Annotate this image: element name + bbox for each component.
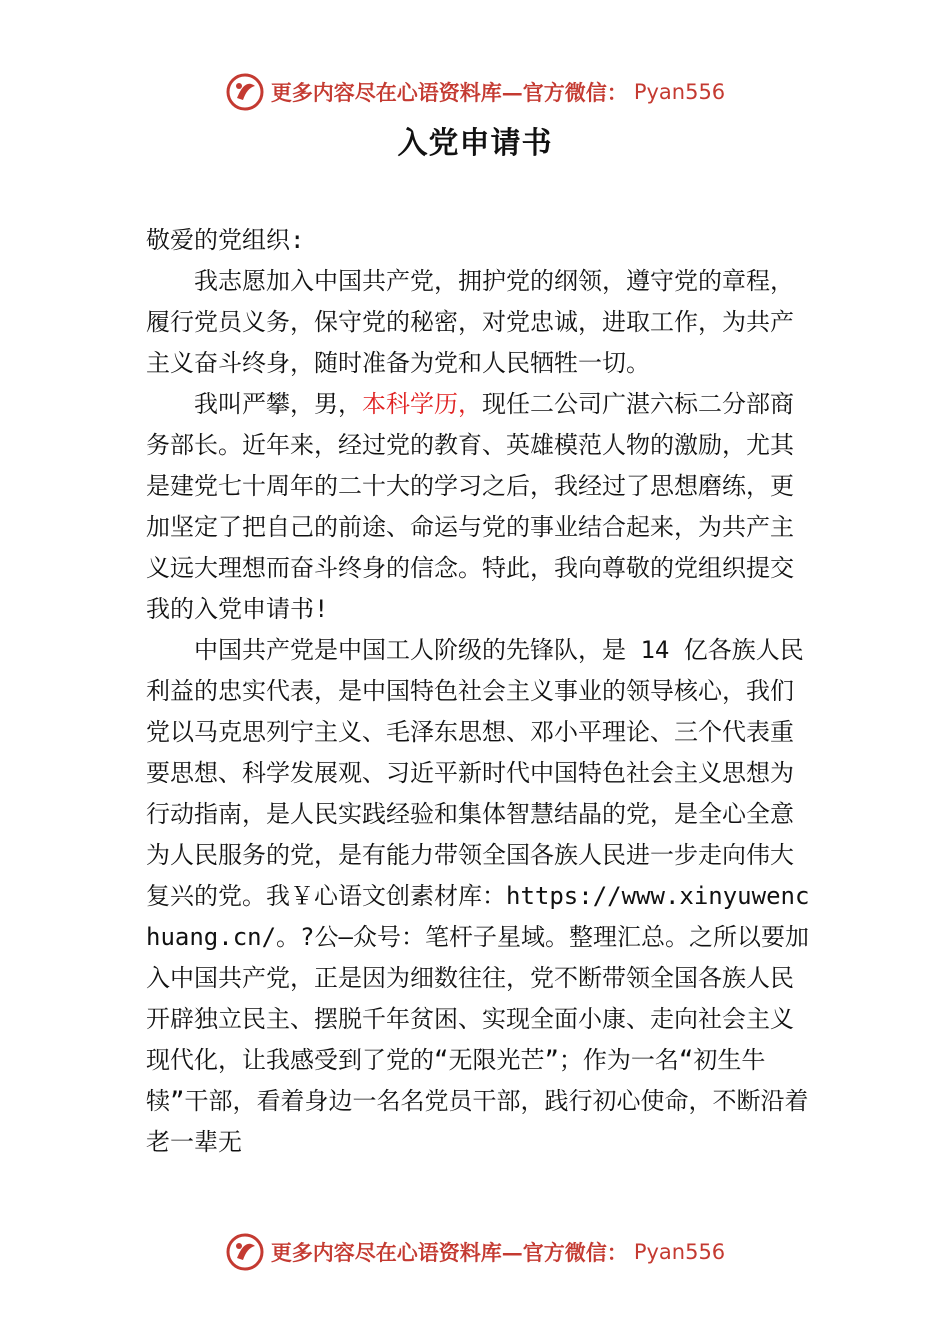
- watermark-header: [0, 70, 950, 114]
- page-title: 入党申请书: [397, 126, 553, 161]
- paragraph-1: 我志愿加入中国共产党，拥护党的纲领，遵守党的章程，履行党员义务，保守党的秘密，对党忠诚，进取工作，为共产主义奋斗终身，随时准备为党和人民牺牲一切。: [146, 267, 794, 377]
- paragraph-2: [146, 384, 811, 630]
- watermark-contact: Pyan556: [633, 1240, 726, 1264]
- watermark-footer: [0, 1230, 950, 1274]
- watermark-contact: Pyan556: [633, 80, 726, 104]
- education-highlight: 本科学历，: [362, 390, 482, 418]
- watermark-text: 更多内容尽在心语资料库—官方微信：: [270, 80, 628, 105]
- salutation: 敬爱的党组织:: [146, 226, 305, 254]
- paragraph-2-intro: 我叫严攀，男，: [194, 390, 362, 418]
- watermark-text: 更多内容尽在心语资料库—官方微信：: [270, 1240, 628, 1265]
- document-body: [146, 220, 811, 1163]
- paragraph-3: 中国共产党是中国工人阶级的先锋队，是 14 亿各族人民利益的忠实代表，是中国特色社会主义事业的领导核心，我们党以马克思列宁主义、毛泽东思想、邓小平理论、三个代表重要思想、科学发展观、习近平新时代中国特色社会主义思想为行动指南，是人民实践经验和集体智慧结晶的党，是全心全意为人民服务的党，是有能力带领全国各族人民进一步走向伟大复兴的党。我￥心语文创素材库：https://www.xinyuwenchuang.cn/。?公—众号：笔杆子星域。整理汇总。之所以要加入中国共产党，正是因为细数往往，党不断带领全国各族人民开辟独立民主、摆脱千年贫困、实现全面小康、走向社会主义现代化，让我感受到了党的“无限光芒”；作为一名“初生牛犊”干部，看着身边一名名党员干部，践行初心使命，不断沿着老一辈无: [146, 636, 810, 1156]
- brand-logo-icon: [225, 1232, 265, 1272]
- brand-logo-icon: [225, 72, 265, 112]
- paragraph-2-rest: 现任二公司广湛六标二分部商务部长。近年来，经过党的教育、英雄模范人物的激励，尤其是建党七十周年的二十大的学习之后，我经过了思想磨练，更加坚定了把自己的前途、命运与党的事业结合起来，为共产主义远大理想而奋斗终身的信念。特此，我向尊敬的党组织提交我的入党申请书!: [146, 390, 794, 623]
